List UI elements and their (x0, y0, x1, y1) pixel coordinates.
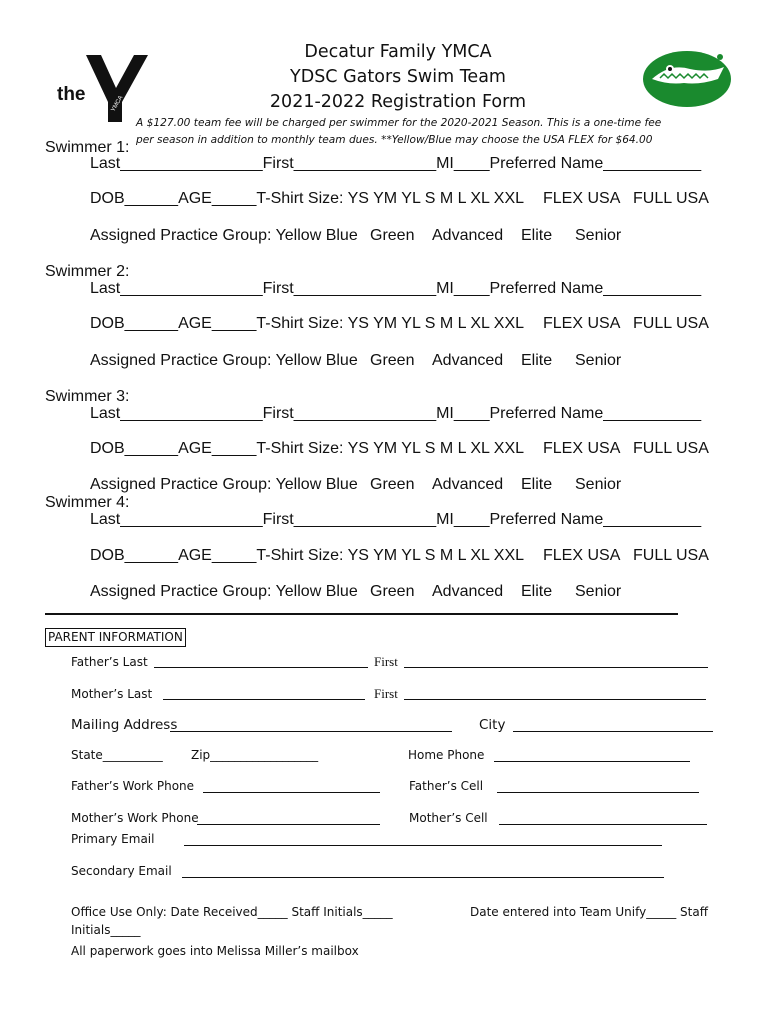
full-usa-option[interactable]: FULL USA (633, 190, 709, 207)
paperwork-note: All paperwork goes into Melissa Miller’s mailbox (71, 944, 359, 958)
swimmer-name-fields[interactable]: Last________________First________________MI____Preferred Name___________ (90, 511, 702, 528)
fathers-last-field[interactable] (154, 667, 368, 668)
practice-group-label[interactable]: Assigned Practice Group: Yellow Blue (90, 583, 358, 600)
secondary-email-label: Secondary Email (71, 864, 172, 878)
swimmer-label: Swimmer 3: (45, 388, 130, 405)
form-title-line1: Decatur Family YMCA (304, 42, 492, 62)
state-field[interactable]: State__________ (71, 748, 163, 762)
form-title-line3: 2021-2022 Registration Form (269, 92, 527, 112)
mothers-cell-label: Mother’s Cell (409, 811, 488, 825)
parent-info-heading: PARENT INFORMATION (45, 628, 186, 647)
city-label: City (479, 717, 506, 733)
mailing-address-field[interactable] (170, 731, 452, 732)
ymca-logo-the: the (57, 84, 86, 105)
primary-email-label: Primary Email (71, 832, 155, 846)
group-advanced[interactable]: Advanced (432, 583, 504, 600)
ymca-logo (56, 50, 151, 125)
practice-group-label[interactable]: Assigned Practice Group: Yellow Blue (90, 352, 358, 369)
swimmer-info-fields[interactable]: DOB______AGE_____T-Shirt Size: YS YM YL S M L XL XXL (90, 315, 525, 332)
city-field[interactable] (513, 731, 713, 732)
mothers-cell-field[interactable] (499, 824, 707, 825)
group-green[interactable]: Green (370, 227, 415, 244)
zip-field[interactable]: Zip__________________ (191, 748, 319, 762)
swimmer-label: Swimmer 1: (45, 139, 130, 156)
group-elite[interactable]: Elite (521, 352, 553, 369)
group-senior[interactable]: Senior (575, 352, 622, 369)
swimmer-name-fields[interactable]: Last________________First________________MI____Preferred Name___________ (90, 280, 702, 297)
group-elite[interactable]: Elite (521, 583, 553, 600)
swimmer-info-fields[interactable]: DOB______AGE_____T-Shirt Size: YS YM YL S M L XL XXL (90, 547, 525, 564)
mother-first-label: First (374, 686, 398, 701)
fee-note-line1: A $127.00 team fee will be charged per swimmer for the 2020-2021 Season. This is a one-time fee (136, 117, 662, 129)
secondary-email-field[interactable] (182, 877, 664, 878)
fee-note-line2: per season in addition to monthly team dues. **Yellow/Blue may choose the USA FLEX for $64.00 (136, 134, 653, 146)
home-phone-field[interactable] (494, 761, 690, 762)
home-phone-label: Home Phone (408, 748, 485, 762)
swimmer-label: Swimmer 4: (45, 494, 130, 511)
team-unify-entry: Date entered into Team Unify_____ Staff (470, 905, 708, 919)
group-advanced[interactable]: Advanced (432, 476, 504, 493)
office-use-line2: Initials_____ (71, 923, 141, 937)
ymca-logo-ymca: YMCA (110, 94, 125, 113)
section-divider (45, 613, 678, 615)
mother-first-field[interactable] (404, 699, 706, 700)
fathers-cell-field[interactable] (497, 792, 699, 793)
mothers-last-field[interactable] (163, 699, 365, 700)
mothers-work-phone-label: Mother’s Work Phone (71, 811, 199, 825)
swimmer-info-fields[interactable]: DOB______AGE_____T-Shirt Size: YS YM YL S M L XL XXL (90, 440, 525, 457)
swimmer-info-fields[interactable]: DOB______AGE_____T-Shirt Size: YS YM YL S M L XL XXL (90, 190, 525, 207)
practice-group-label[interactable]: Assigned Practice Group: Yellow Blue (90, 476, 358, 493)
office-use-line1: Office Use Only: Date Received_____ Staff Initials_____ (71, 905, 393, 919)
full-usa-option[interactable]: FULL USA (633, 547, 709, 564)
mothers-last-label: Mother’s Last (71, 687, 153, 701)
flex-usa-option[interactable]: FLEX USA (543, 190, 621, 207)
full-usa-option[interactable]: FULL USA (633, 315, 709, 332)
swimmer-name-fields[interactable]: Last________________First________________MI____Preferred Name___________ (90, 405, 702, 422)
practice-group-label[interactable]: Assigned Practice Group: Yellow Blue (90, 227, 358, 244)
fathers-cell-label: Father’s Cell (409, 779, 484, 793)
swimmer-name-fields[interactable]: Last________________First________________MI____Preferred Name___________ (90, 155, 702, 172)
full-usa-option[interactable]: FULL USA (633, 440, 709, 457)
flex-usa-option[interactable]: FLEX USA (543, 440, 621, 457)
form-title-line2: YDSC Gators Swim Team (290, 67, 506, 87)
fathers-last-label: Father’s Last (71, 655, 148, 669)
swimmer-label: Swimmer 2: (45, 263, 130, 280)
group-senior[interactable]: Senior (575, 227, 622, 244)
group-senior[interactable]: Senior (575, 583, 622, 600)
group-elite[interactable]: Elite (521, 227, 553, 244)
group-elite[interactable]: Elite (521, 476, 553, 493)
group-green[interactable]: Green (370, 583, 415, 600)
group-advanced[interactable]: Advanced (432, 352, 504, 369)
group-green[interactable]: Green (370, 352, 415, 369)
flex-usa-option[interactable]: FLEX USA (543, 547, 621, 564)
father-first-field[interactable] (404, 667, 708, 668)
flex-usa-option[interactable]: FLEX USA (543, 315, 621, 332)
primary-email-field[interactable] (184, 845, 662, 846)
gator-logo (640, 45, 735, 110)
fathers-work-phone-label: Father’s Work Phone (71, 779, 195, 793)
group-advanced[interactable]: Advanced (432, 227, 504, 244)
father-first-label: First (374, 654, 398, 669)
mailing-address-label: Mailing Address (71, 717, 178, 733)
mothers-work-phone-field[interactable] (197, 824, 380, 825)
group-senior[interactable]: Senior (575, 476, 622, 493)
fathers-work-phone-field[interactable] (203, 792, 380, 793)
group-green[interactable]: Green (370, 476, 415, 493)
